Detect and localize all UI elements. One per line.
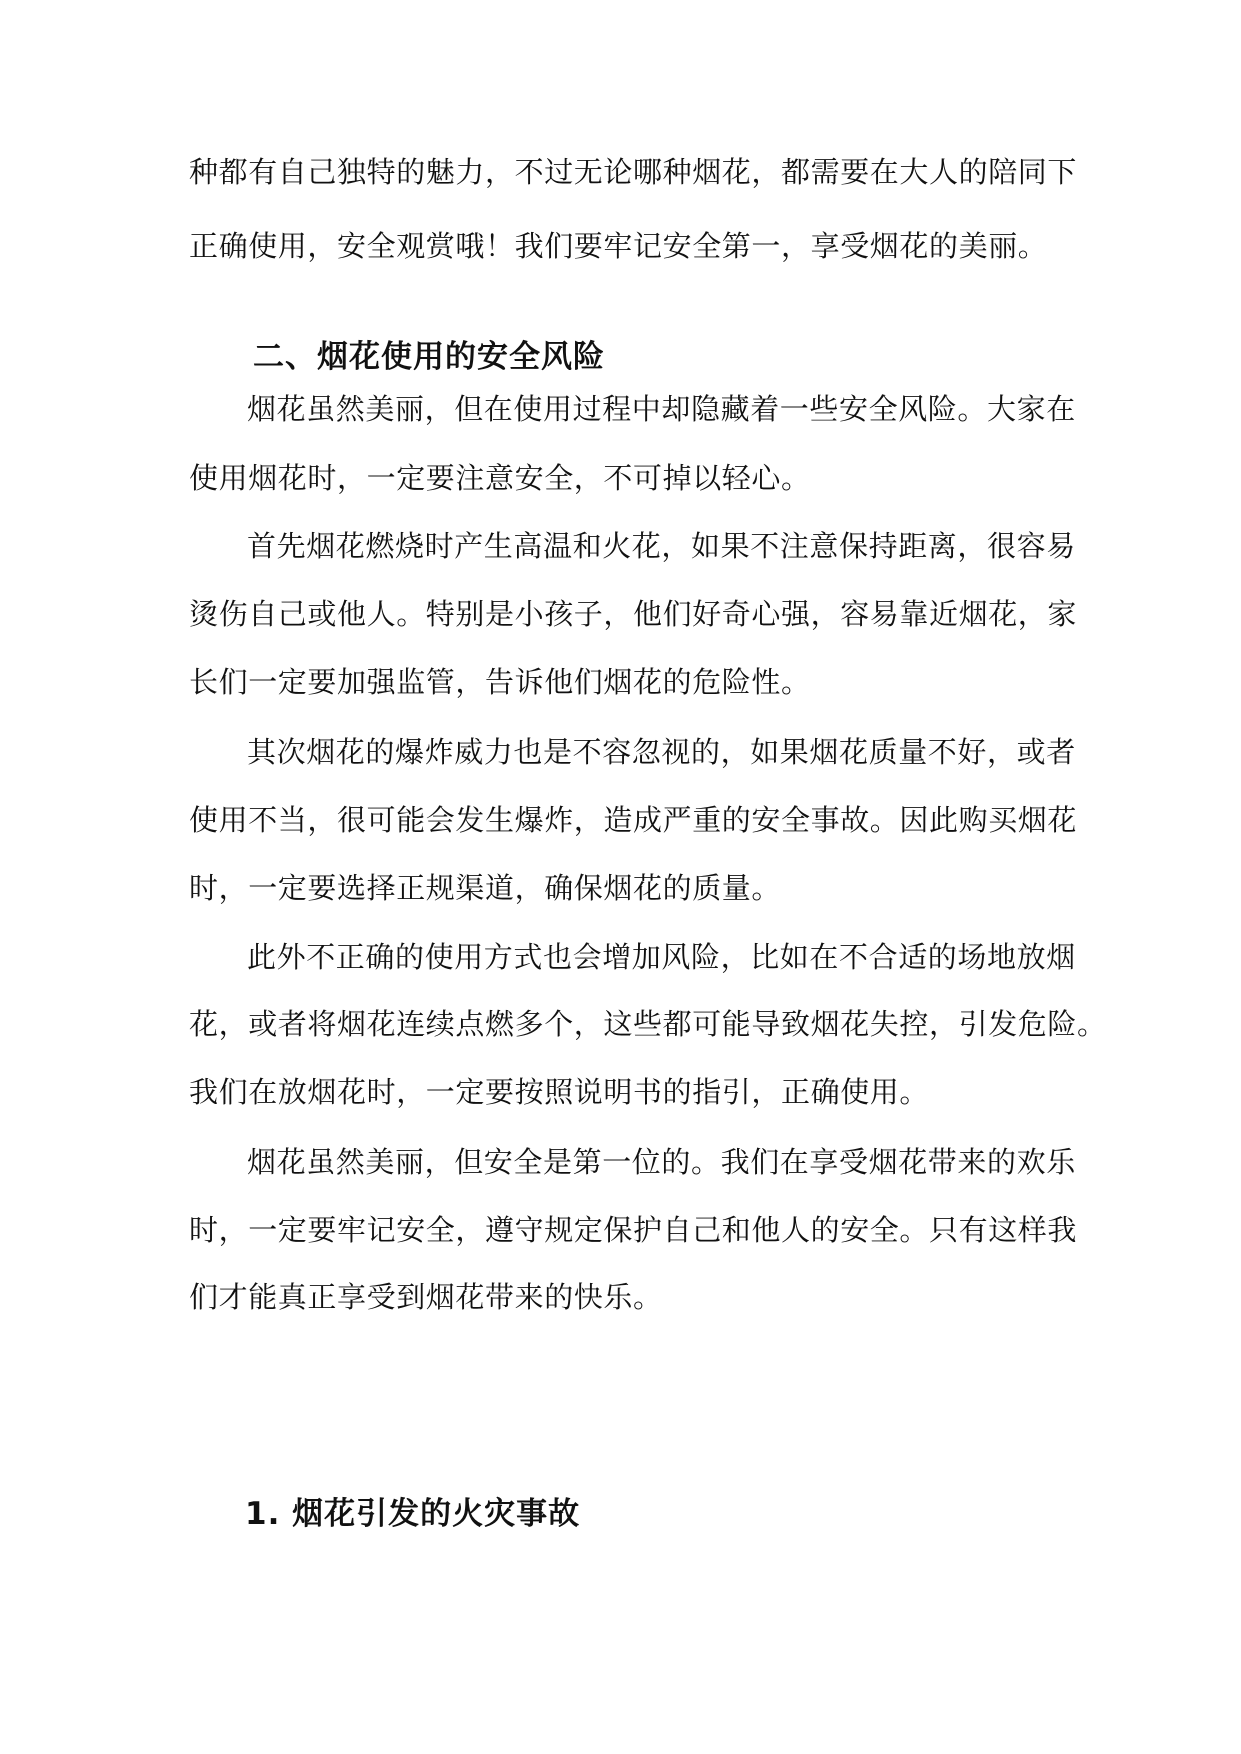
intro-line-2: 正确使用，安全观赏哦！我们要牢记安全第一，享受烟花的美丽。 xyxy=(189,229,1048,263)
paragraph-4-line-2: 花，或者将烟花连续点燃多个，这些都可能导致烟花失控，引发危险。 xyxy=(189,1007,1107,1041)
paragraph-3-line-2: 使用不当，很可能会发生爆炸，造成严重的安全事故。因此购买烟花 xyxy=(189,803,1078,837)
section-heading: 二、烟花使用的安全风险 xyxy=(253,339,605,375)
paragraph-4-line-1: 此外不正确的使用方式也会增加风险，比如在不合适的场地放烟 xyxy=(247,940,1076,974)
paragraph-3-line-1: 其次烟花的爆炸威力也是不容忽视的，如果烟花质量不好，或者 xyxy=(247,735,1076,769)
paragraph-5-line-1: 烟花虽然美丽，但安全是第一位的。我们在享受烟花带来的欢乐 xyxy=(247,1145,1076,1179)
paragraph-3-line-3: 时，一定要选择正规渠道，确保烟花的质量。 xyxy=(189,871,782,905)
paragraph-2-line-2: 烫伤自己或他人。特别是小孩子，他们好奇心强，容易靠近烟花，家 xyxy=(189,597,1078,631)
paragraph-5-line-2: 时，一定要牢记安全，遵守规定保护自己和他人的安全。只有这样我 xyxy=(189,1213,1078,1247)
paragraph-1-line-1: 烟花虽然美丽，但在使用过程中却隐藏着一些安全风险。大家在 xyxy=(247,392,1076,426)
paragraph-5-line-3: 们才能真正享受到烟花带来的快乐。 xyxy=(189,1280,663,1314)
paragraph-1-line-2: 使用烟花时，一定要注意安全，不可掉以轻心。 xyxy=(189,461,811,495)
subsection-heading: 1. 烟花引发的火灾事故 xyxy=(245,1496,581,1532)
paragraph-4-line-3: 我们在放烟花时，一定要按照说明书的指引，正确使用。 xyxy=(189,1075,930,1109)
intro-line-1: 种都有自己独特的魅力，不过无论哪种烟花，都需要在大人的陪同下 xyxy=(189,155,1078,189)
paragraph-2-line-1: 首先烟花燃烧时产生高温和火花，如果不注意保持距离，很容易 xyxy=(247,529,1076,563)
paragraph-2-line-3: 长们一定要加强监管，告诉他们烟花的危险性。 xyxy=(189,665,811,699)
